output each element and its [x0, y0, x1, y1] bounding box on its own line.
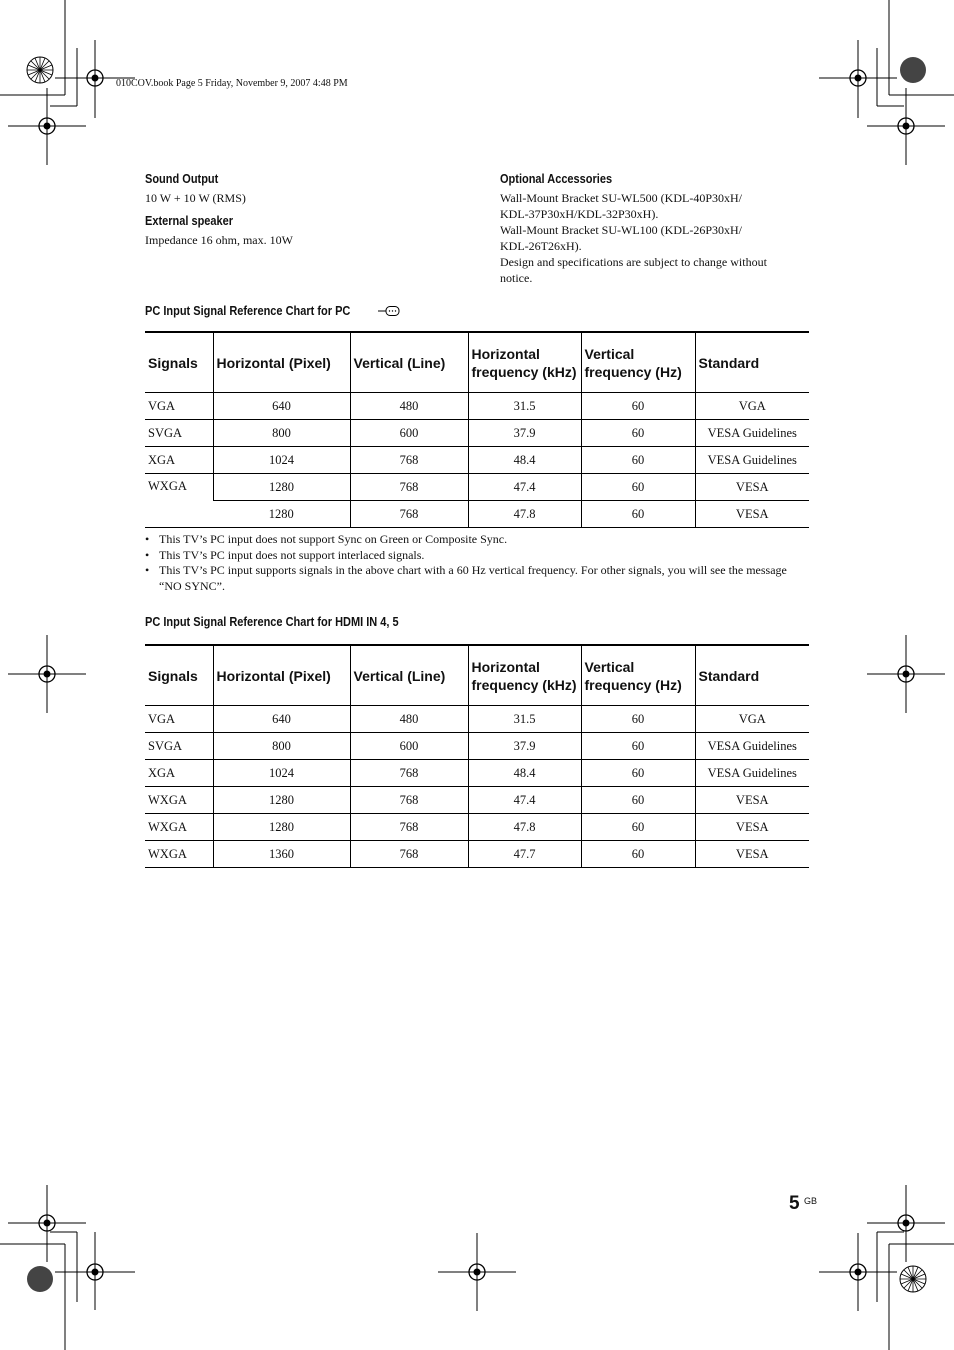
- table-header-row: [145, 645, 809, 706]
- table-row: [145, 474, 809, 501]
- cell-standard: VESA Guidelines: [695, 733, 809, 760]
- cell-h-pixel: 1280: [213, 474, 350, 501]
- table-row: [145, 393, 809, 420]
- accessory-line: KDL-26T26xH).: [500, 239, 582, 253]
- table-header-row: [145, 332, 809, 393]
- cell-signal: SVGA: [145, 733, 213, 760]
- table-row: [145, 733, 809, 760]
- cell-signal: VGA: [145, 706, 213, 733]
- cell-standard: VESA: [695, 474, 809, 501]
- cell-standard: VESA: [695, 814, 809, 841]
- cell-v-line: 768: [350, 447, 468, 474]
- pc-signal-table: [145, 331, 809, 528]
- note-item: [145, 548, 809, 564]
- cell-v-freq: 60: [581, 393, 695, 420]
- cell-h-pixel: 640: [213, 706, 350, 733]
- cell-h-freq: 31.5: [468, 393, 581, 420]
- col-horizontal-frequency: Horizontal frequency (kHz): [468, 645, 581, 706]
- region-code: GB: [804, 1196, 818, 1206]
- external-speaker-heading: External speaker: [145, 214, 234, 228]
- col-vertical-frequency: Vertical frequency (Hz): [581, 332, 695, 393]
- cell-v-line: 768: [350, 814, 468, 841]
- cell-signal: XGA: [145, 760, 213, 787]
- table-row: [145, 760, 809, 787]
- cell-v-freq: 60: [581, 706, 695, 733]
- cell-standard: VGA: [695, 706, 809, 733]
- cell-v-freq: 60: [581, 474, 695, 501]
- cell-h-freq: 47.4: [468, 787, 581, 814]
- cell-h-pixel: 800: [213, 420, 350, 447]
- cell-h-freq: 37.9: [468, 733, 581, 760]
- cell-standard: VESA Guidelines: [695, 420, 809, 447]
- cell-v-line: 768: [350, 787, 468, 814]
- notes-list: [145, 532, 809, 594]
- cell-h-pixel: 1024: [213, 447, 350, 474]
- hdmi-signal-table: [145, 644, 809, 868]
- cell-v-freq: 60: [581, 501, 695, 528]
- pc-input-connector-icon: [377, 304, 401, 318]
- table-row: [145, 447, 809, 474]
- cell-v-freq: 60: [581, 447, 695, 474]
- cell-signal: WXGA: [145, 474, 213, 528]
- col-vertical-line: Vertical (Line): [350, 645, 468, 706]
- cell-h-pixel: 1280: [213, 814, 350, 841]
- page-number: 5: [789, 1193, 800, 1214]
- cell-h-freq: 47.8: [468, 814, 581, 841]
- cell-standard: VESA: [695, 501, 809, 528]
- cell-h-pixel: 1360: [213, 841, 350, 868]
- accessory-line: KDL-37P30xH/KDL-32P30xH).: [500, 207, 659, 221]
- cell-standard: VESA Guidelines: [695, 447, 809, 474]
- file-header: 010COV.book Page 5 Friday, November 9, 2007 4:48 PM: [116, 78, 348, 89]
- note-text: This TV’s PC input supports signals in the above chart with a 60 Hz vertical frequency. For other signals, you will see the message “NO SYNC”.: [159, 563, 787, 593]
- optional-accessories-text: [500, 190, 800, 286]
- accessory-line: Design and specifications are subject to change without: [500, 255, 767, 269]
- cell-h-freq: 47.7: [468, 841, 581, 868]
- cell-signal: WXGA: [145, 814, 213, 841]
- cell-h-pixel: 1024: [213, 760, 350, 787]
- cell-v-freq: 60: [581, 841, 695, 868]
- cell-standard: VESA: [695, 841, 809, 868]
- note-item: [145, 532, 809, 548]
- cell-signal: WXGA: [145, 787, 213, 814]
- external-speaker-value: Impedance 16 ohm, max. 10W: [145, 233, 293, 247]
- note-text: This TV’s PC input does not support Sync on Green or Composite Sync.: [159, 532, 508, 546]
- col-horizontal-frequency: Horizontal frequency (kHz): [468, 332, 581, 393]
- col-standard: Standard: [695, 645, 809, 706]
- cell-v-freq: 60: [581, 814, 695, 841]
- cell-v-line: 768: [350, 474, 468, 501]
- cell-h-freq: 37.9: [468, 420, 581, 447]
- cell-v-freq: 60: [581, 760, 695, 787]
- cell-h-freq: 47.8: [468, 501, 581, 528]
- col-standard: Standard: [695, 332, 809, 393]
- table-row: [145, 706, 809, 733]
- cell-v-line: 600: [350, 420, 468, 447]
- cell-h-pixel: 1280: [213, 787, 350, 814]
- cell-v-line: 768: [350, 501, 468, 528]
- col-signals: Signals: [145, 332, 213, 393]
- col-signals: Signals: [145, 645, 213, 706]
- table-row: [145, 420, 809, 447]
- table-row: [145, 841, 809, 868]
- sound-output-heading: Sound Output: [145, 172, 219, 186]
- pc-chart-title-row: [145, 302, 378, 320]
- hdmi-chart-title: PC Input Signal Reference Chart for HDMI IN 4, 5: [145, 615, 399, 629]
- cell-standard: VESA: [695, 787, 809, 814]
- cell-h-freq: 31.5: [468, 706, 581, 733]
- pc-chart-title: PC Input Signal Reference Chart for PC: [145, 304, 351, 318]
- cell-v-line: 768: [350, 760, 468, 787]
- table-row: [145, 787, 809, 814]
- cell-signal: XGA: [145, 447, 213, 474]
- cell-v-line: 480: [350, 706, 468, 733]
- cell-signal: SVGA: [145, 420, 213, 447]
- col-vertical-frequency: Vertical frequency (Hz): [581, 645, 695, 706]
- cell-v-line: 600: [350, 733, 468, 760]
- col-horizontal-pixel: Horizontal (Pixel): [213, 645, 350, 706]
- cell-standard: VESA Guidelines: [695, 760, 809, 787]
- col-vertical-line: Vertical (Line): [350, 332, 468, 393]
- col-horizontal-pixel: Horizontal (Pixel): [213, 332, 350, 393]
- cell-v-freq: 60: [581, 733, 695, 760]
- cell-h-pixel: 800: [213, 733, 350, 760]
- bullet: •: [145, 532, 150, 546]
- cell-standard: VGA: [695, 393, 809, 420]
- bullet: •: [145, 547, 150, 562]
- note-text: This TV’s PC input does not support interlaced signals.: [159, 547, 425, 562]
- cell-h-freq: 48.4: [468, 760, 581, 787]
- note-item: [145, 563, 809, 594]
- accessory-line: notice.: [500, 271, 533, 285]
- cell-signal: WXGA: [145, 841, 213, 868]
- cell-h-pixel: 1280: [213, 501, 350, 528]
- bullet: •: [145, 563, 150, 577]
- cell-h-pixel: 640: [213, 393, 350, 420]
- cell-signal: VGA: [145, 393, 213, 420]
- accessory-line: Wall-Mount Bracket SU-WL500 (KDL-40P30xH/: [500, 191, 742, 205]
- cell-h-freq: 48.4: [468, 447, 581, 474]
- accessory-line: Wall-Mount Bracket SU-WL100 (KDL-26P30xH/: [500, 223, 742, 237]
- sound-output-value: 10 W + 10 W (RMS): [145, 191, 246, 205]
- cell-v-line: 768: [350, 841, 468, 868]
- table-row: [145, 501, 809, 528]
- optional-accessories-heading: Optional Accessories: [500, 172, 613, 186]
- cell-h-freq: 47.4: [468, 474, 581, 501]
- cell-v-line: 480: [350, 393, 468, 420]
- cell-v-freq: 60: [581, 787, 695, 814]
- cell-v-freq: 60: [581, 420, 695, 447]
- table-row: [145, 814, 809, 841]
